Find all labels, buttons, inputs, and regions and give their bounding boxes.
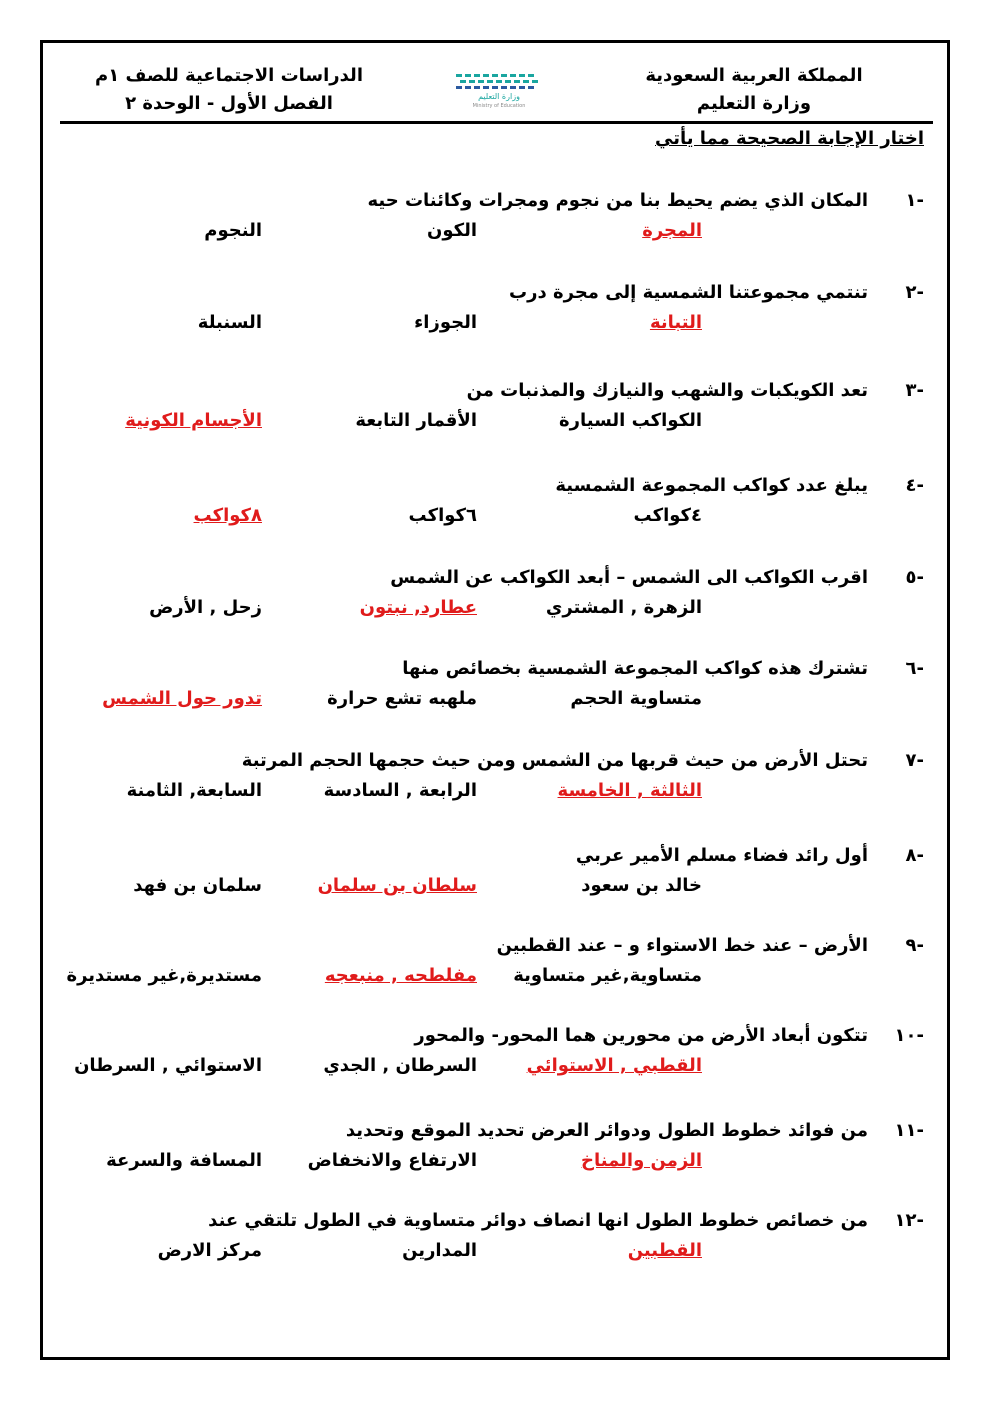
question-number: -٤ bbox=[905, 475, 924, 496]
answer-option[interactable]: الجوزاء bbox=[414, 312, 477, 333]
question-text: تحتل الأرض من حيث قربها من الشمس ومن حيث حجمها الحجم المرتبة bbox=[241, 750, 868, 771]
answer-option[interactable]: الأقمار التابعة bbox=[355, 410, 477, 431]
question-number: -٦ bbox=[905, 658, 924, 679]
correct-answer-option[interactable]: مفلطحه , منبعجه bbox=[324, 965, 477, 986]
answer-option[interactable]: مركز الارض bbox=[157, 1240, 262, 1261]
logo-subtext: Ministry of Education bbox=[472, 103, 526, 109]
unit-title: الفصل الأول - الوحدة ٢ bbox=[125, 93, 333, 114]
answer-option[interactable]: المسافة والسرعة bbox=[106, 1150, 262, 1171]
question-number: -١١ bbox=[894, 1120, 924, 1141]
question-text: تنتمي مجموعتنا الشمسية إلى مجرة درب bbox=[509, 282, 868, 303]
answer-option[interactable]: الكواكب السيارة bbox=[559, 410, 702, 431]
header-right bbox=[624, 62, 884, 118]
correct-answer-option[interactable]: القطبين bbox=[627, 1240, 702, 1261]
answer-option[interactable]: الاستوائي , السرطان bbox=[74, 1055, 262, 1076]
question-text: الأرض – عند خط الاستواء و – عند القطبين bbox=[496, 935, 868, 956]
question-number: -٩ bbox=[905, 935, 924, 956]
header-divider bbox=[60, 121, 933, 124]
correct-answer-option[interactable]: الثالثة , الخامسة bbox=[557, 780, 702, 801]
answer-option[interactable]: ٤كواكب bbox=[633, 505, 702, 526]
question-number: -٨ bbox=[905, 845, 924, 866]
question-text: من خصائص خطوط الطول انها انصاف دوائر متساوية في الطول تلتقي عند bbox=[208, 1210, 868, 1231]
ministry-name: وزارة التعليم bbox=[696, 93, 812, 114]
correct-answer-option[interactable]: الزمن والمناخ bbox=[581, 1150, 702, 1171]
correct-answer-option[interactable]: سلطان بن سلمان bbox=[317, 875, 477, 896]
correct-answer-option[interactable]: المجرة bbox=[642, 220, 702, 241]
question-number: -٧ bbox=[905, 750, 924, 771]
answer-option[interactable]: متساوية الحجم bbox=[570, 688, 702, 709]
correct-answer-option[interactable]: القطبي , الاستوائي bbox=[526, 1055, 702, 1076]
answer-option[interactable]: الرابعة , السادسة bbox=[323, 780, 477, 801]
correct-answer-option[interactable]: تدور حول الشمس bbox=[102, 688, 262, 709]
question-text: اقرب الكواكب الى الشمس – أبعد الكواكب عن الشمس bbox=[390, 567, 868, 588]
answer-option[interactable]: السابعة, الثامنة bbox=[126, 780, 262, 801]
answer-option[interactable]: النجوم bbox=[204, 220, 262, 241]
correct-answer-option[interactable]: التبانة bbox=[649, 312, 702, 333]
logo-text: وزارة التعليم bbox=[478, 92, 520, 101]
question-text: تتكون أبعاد الأرض من محورين هما المحور- والمحور bbox=[414, 1025, 868, 1046]
question-text: تعد الكويكبات والشهب والنيازك والمذنبات من bbox=[466, 380, 868, 401]
answer-option[interactable]: ٦كواكب bbox=[408, 505, 477, 526]
question-text: يبلغ عدد كواكب المجموعة الشمسية bbox=[555, 475, 868, 496]
answer-option[interactable]: السرطان , الجدي bbox=[323, 1055, 477, 1076]
answer-option[interactable]: الكون bbox=[426, 220, 477, 241]
question-number: -١٠ bbox=[894, 1025, 924, 1046]
answer-option[interactable]: مستديرة,غير مستديرة bbox=[66, 965, 262, 986]
subject-title: الدراسات الاجتماعية للصف ١م bbox=[95, 65, 363, 86]
answer-option[interactable]: ملهبه تشع حرارة bbox=[327, 688, 477, 709]
answer-option[interactable]: الزهرة , المشتري bbox=[545, 597, 702, 618]
answer-option[interactable]: متساوية,غير متساوية bbox=[513, 965, 702, 986]
answer-option[interactable]: سلمان بن فهد bbox=[133, 875, 262, 896]
question-number: -١ bbox=[905, 190, 924, 211]
correct-answer-option[interactable]: عطارد, نبتون bbox=[359, 597, 477, 618]
country-name: المملكة العربية السعودية bbox=[645, 65, 863, 86]
answer-option[interactable]: خالد بن سعود bbox=[581, 875, 702, 896]
correct-answer-option[interactable]: ٨كواكب bbox=[193, 505, 262, 526]
answer-option[interactable]: السنبلة bbox=[197, 312, 262, 333]
ministry-logo-icon bbox=[454, 70, 544, 110]
question-text: المكان الذي يضم يحيط بنا من نجوم ومجرات وكائنات حيه bbox=[367, 190, 868, 211]
question-number: -١٢ bbox=[894, 1210, 924, 1231]
answer-option[interactable]: المدارين bbox=[402, 1240, 477, 1261]
question-text: تشترك هذه كواكب المجموعة الشمسية بخصائص منها bbox=[402, 658, 868, 679]
correct-answer-option[interactable]: الأجسام الكونية bbox=[125, 410, 262, 431]
question-number: -٣ bbox=[905, 380, 924, 401]
instruction: اختار الإجابة الصحيحة مما يأتي bbox=[655, 128, 924, 149]
answer-option[interactable]: الارتفاع والانخفاض bbox=[307, 1150, 477, 1171]
question-number: -٥ bbox=[905, 567, 924, 588]
answer-option[interactable]: زحل , الأرض bbox=[149, 597, 262, 618]
header-left bbox=[84, 62, 374, 118]
question-text: من فوائد خطوط الطول ودوائر العرض تحديد الموقع وتحديد bbox=[345, 1120, 868, 1141]
question-number: -٢ bbox=[905, 282, 924, 303]
question-text: أول رائد فضاء مسلم الأمير عربي bbox=[575, 845, 868, 866]
